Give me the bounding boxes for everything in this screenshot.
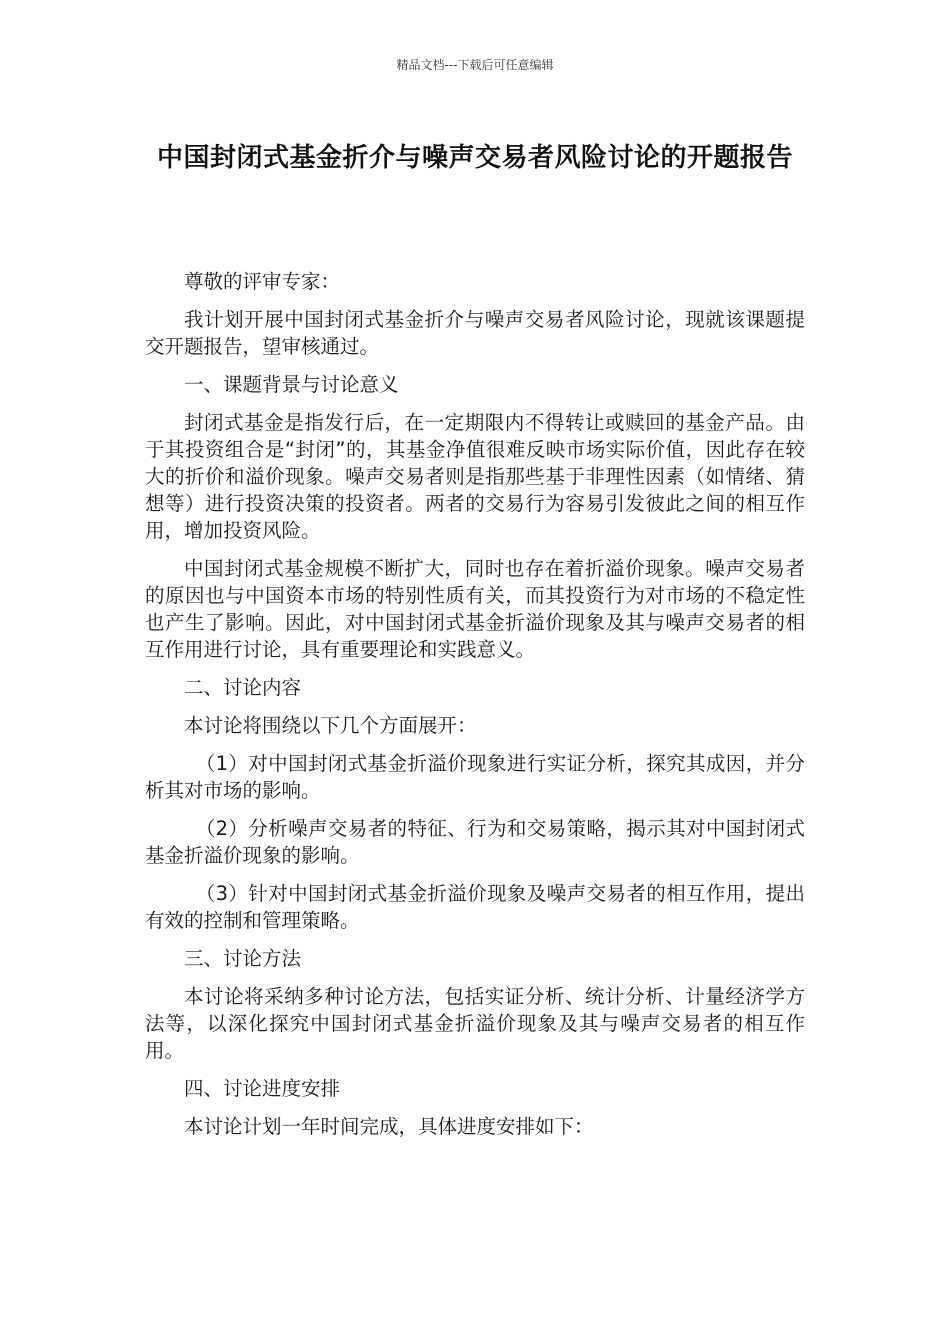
section2-heading: 二、讨论内容 [184, 676, 302, 699]
section2-intro: 本讨论将围绕以下几个方面展开： [184, 714, 477, 737]
section1-paragraph-2: 中国封闭式基金规模不断扩大，同时也存在着折溢价现象。噪声交易者的原因也与中国资本市场的特别性质有关，而其投资行为对市场的不稳定性也产生了影响。因此，对中国封闭式基金折溢价现象及其与噪声交易者的相互作用进行讨论，具有重要理论和实践意义。 [145, 557, 805, 661]
section4-paragraph: 本讨论计划一年时间完成，具体进度安排如下： [184, 1115, 594, 1138]
section1-heading: 一、课题背景与讨论意义 [184, 373, 399, 396]
header-watermark: 精品文档---下载后可任意编辑 [396, 58, 554, 72]
intro-paragraph: 我计划开展中国封闭式基金折介与噪声交易者风险讨论，现就该课题提交开题报告，望审核通过。 [145, 308, 805, 358]
salutation: 尊敬的评审专家： [184, 270, 341, 293]
section1-paragraph-1: 封闭式基金是指发行后，在一定期限内不得转让或赎回的基金产品。由于其投资组合是“封闭”的，其基金净值很难反映市场实际价值，因此存在较大的折价和溢价现象。噪声交易者则是指那些基于非理性因素（如情绪、猜想等）进行投资决策的投资者。两者的交易行为容易引发彼此之间的相互作用，增加投资风险。 [145, 411, 805, 542]
section3-paragraph: 本讨论将采纳多种讨论方法，包括实证分析、统计分析、计量经济学方法等，以深化探究中国封闭式基金折溢价现象及其与噪声交易者的相互作用。 [145, 985, 805, 1062]
section2-item-3: （3）针对中国封闭式基金折溢价现象及噪声交易者的相互作用，提出有效的控制和管理策略。 [145, 882, 805, 932]
section2-item-1: （1）对中国封闭式基金折溢价现象进行实证分析，探究其成因，并分析其对市场的影响。 [145, 752, 805, 802]
document-body [145, 268, 805, 1151]
section4-heading: 四、讨论进度安排 [184, 1077, 341, 1100]
document-title: 中国封闭式基金折介与噪声交易者风险讨论的开题报告 [156, 143, 793, 173]
section3-heading: 三、讨论方法 [184, 947, 302, 970]
section2-item-2: （2）分析噪声交易者的特征、行为和交易策略，揭示其对中国封闭式基金折溢价现象的影响。 [145, 817, 805, 867]
